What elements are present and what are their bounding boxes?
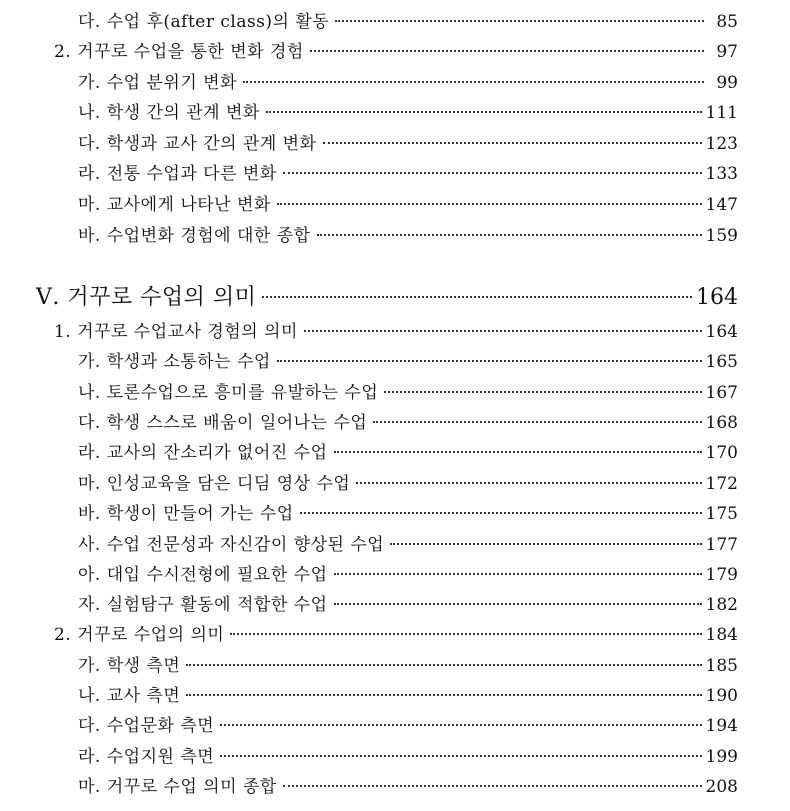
toc-entry-page: 168 bbox=[705, 413, 738, 433]
toc-chapter-entry bbox=[36, 283, 738, 313]
dot-leader bbox=[384, 391, 701, 393]
dot-leader bbox=[277, 360, 702, 362]
toc-entry-title: 가. 수업 분위기 변화 bbox=[78, 73, 237, 93]
dot-leader bbox=[317, 234, 702, 236]
toc-entry-title: 자. 실험탐구 활동에 적합한 수업 bbox=[78, 595, 328, 615]
toc-entry-page: 85 bbox=[716, 12, 738, 32]
dot-leader bbox=[230, 633, 701, 635]
dot-leader bbox=[300, 512, 702, 514]
toc-entry bbox=[78, 775, 738, 799]
dot-leader bbox=[186, 694, 701, 696]
toc-entry-page: 111 bbox=[705, 103, 738, 123]
toc-entry bbox=[54, 320, 738, 344]
toc-entry-title: 라. 교사의 잔소리가 없어진 수업 bbox=[78, 443, 328, 463]
toc-entry-title: 다. 학생 스스로 배움이 일어나는 수업 bbox=[78, 413, 368, 433]
toc-entry-title: 마. 교사에게 나타난 변화 bbox=[78, 195, 271, 215]
toc-entry bbox=[78, 533, 738, 557]
dot-leader bbox=[304, 330, 702, 332]
toc-entry-page: 177 bbox=[705, 535, 738, 555]
toc-entry bbox=[54, 40, 738, 64]
dot-leader bbox=[373, 421, 701, 423]
toc-entry bbox=[78, 411, 738, 435]
dot-leader bbox=[243, 81, 704, 83]
toc-entry-page: 99 bbox=[716, 73, 738, 93]
toc-entry-page: 190 bbox=[705, 686, 738, 706]
toc-entry bbox=[78, 654, 738, 678]
toc-entry bbox=[78, 745, 738, 769]
toc-entry-title: 바. 학생이 만들어 가는 수업 bbox=[78, 504, 294, 524]
toc-entry bbox=[78, 71, 738, 95]
toc-entry-title: 라. 전통 수업과 다른 변화 bbox=[78, 164, 277, 184]
dot-leader bbox=[334, 573, 702, 575]
toc-entry-page: 97 bbox=[716, 42, 738, 62]
toc-entry-title: 사. 수업 전문성과 자신감이 향상된 수업 bbox=[78, 535, 385, 555]
toc-entry bbox=[78, 224, 738, 248]
toc-entry-title: 2. 거꾸로 수업의 의미 bbox=[54, 625, 225, 645]
dot-leader bbox=[310, 50, 704, 52]
dot-leader bbox=[220, 724, 701, 726]
toc-entry bbox=[78, 684, 738, 708]
toc-entry-title: 가. 학생 측면 bbox=[78, 656, 181, 676]
toc-entry-page: 147 bbox=[705, 195, 738, 215]
toc-entry bbox=[54, 623, 738, 647]
toc-entry bbox=[78, 502, 738, 526]
toc-entry bbox=[78, 101, 738, 125]
toc-entry bbox=[78, 593, 738, 617]
toc-entry-title: 나. 학생 간의 관계 변화 bbox=[78, 103, 260, 123]
toc-entry bbox=[78, 10, 738, 34]
toc-entry bbox=[78, 132, 738, 156]
toc-entry bbox=[78, 714, 738, 738]
dot-leader bbox=[390, 543, 701, 545]
toc-entry bbox=[78, 350, 738, 374]
toc-entry-page: 185 bbox=[705, 656, 738, 676]
toc-entry-title: 마. 거꾸로 수업 의미 종합 bbox=[78, 777, 277, 797]
toc-entry bbox=[78, 563, 738, 587]
toc-entry-title: 라. 수업지원 측면 bbox=[78, 747, 215, 767]
toc-entry-title: 2. 거꾸로 수업을 통한 변화 경험 bbox=[54, 42, 304, 62]
toc-entry bbox=[78, 472, 738, 496]
toc-entry-page: 175 bbox=[705, 504, 738, 524]
toc-entry-page: 194 bbox=[705, 716, 738, 736]
toc-entry-title: 1. 거꾸로 수업교사 경험의 의미 bbox=[54, 322, 298, 342]
toc-entry-page: 123 bbox=[705, 134, 738, 154]
toc-entry-page: 182 bbox=[705, 595, 738, 615]
toc-entry-page: 170 bbox=[705, 443, 738, 463]
dot-leader bbox=[335, 20, 704, 22]
toc-entry-page: 208 bbox=[705, 777, 738, 797]
dot-leader bbox=[323, 142, 702, 144]
toc-entry-page: 164 bbox=[696, 285, 738, 310]
dot-leader bbox=[262, 296, 692, 298]
dot-leader bbox=[283, 785, 702, 787]
dot-leader bbox=[266, 111, 702, 113]
dot-leader bbox=[356, 482, 701, 484]
toc-entry-page: 165 bbox=[705, 352, 738, 372]
dot-leader bbox=[186, 664, 701, 666]
toc-entry-page: 199 bbox=[705, 747, 738, 767]
toc-entry bbox=[78, 441, 738, 465]
toc-entry-page: 159 bbox=[705, 226, 738, 246]
dot-leader bbox=[283, 172, 702, 174]
toc-entry bbox=[78, 381, 738, 405]
toc-chapter-title: Ⅴ. 거꾸로 수업의 의미 bbox=[36, 285, 257, 310]
dot-leader bbox=[220, 755, 701, 757]
toc-entry-title: 나. 교사 측면 bbox=[78, 686, 181, 706]
toc-entry-title: 다. 수업문화 측면 bbox=[78, 716, 215, 736]
toc-entry-title: 다. 수업 후(after class)의 활동 bbox=[78, 12, 330, 32]
toc-entry-page: 133 bbox=[705, 164, 738, 184]
toc-entry-title: 나. 토론수업으로 흥미를 유발하는 수업 bbox=[78, 383, 379, 403]
dot-leader bbox=[334, 603, 702, 605]
toc-entry-title: 바. 수업변화 경험에 대한 종합 bbox=[78, 226, 311, 246]
toc-entry-title: 아. 대입 수시전형에 필요한 수업 bbox=[78, 565, 328, 585]
dot-leader bbox=[277, 203, 702, 205]
dot-leader bbox=[334, 451, 702, 453]
toc-entry-page: 172 bbox=[705, 474, 738, 494]
toc-entry bbox=[78, 193, 738, 217]
toc-entry-title: 마. 인성교육을 담은 디딤 영상 수업 bbox=[78, 474, 351, 494]
toc-entry-page: 167 bbox=[705, 383, 738, 403]
toc-entry-title: 가. 학생과 소통하는 수업 bbox=[78, 352, 271, 372]
toc-entry-page: 164 bbox=[705, 322, 738, 342]
toc-entry-page: 179 bbox=[705, 565, 738, 585]
toc-entry-title: 다. 학생과 교사 간의 관계 변화 bbox=[78, 134, 317, 154]
toc-entry-page: 184 bbox=[705, 625, 738, 645]
toc-entry bbox=[78, 162, 738, 186]
